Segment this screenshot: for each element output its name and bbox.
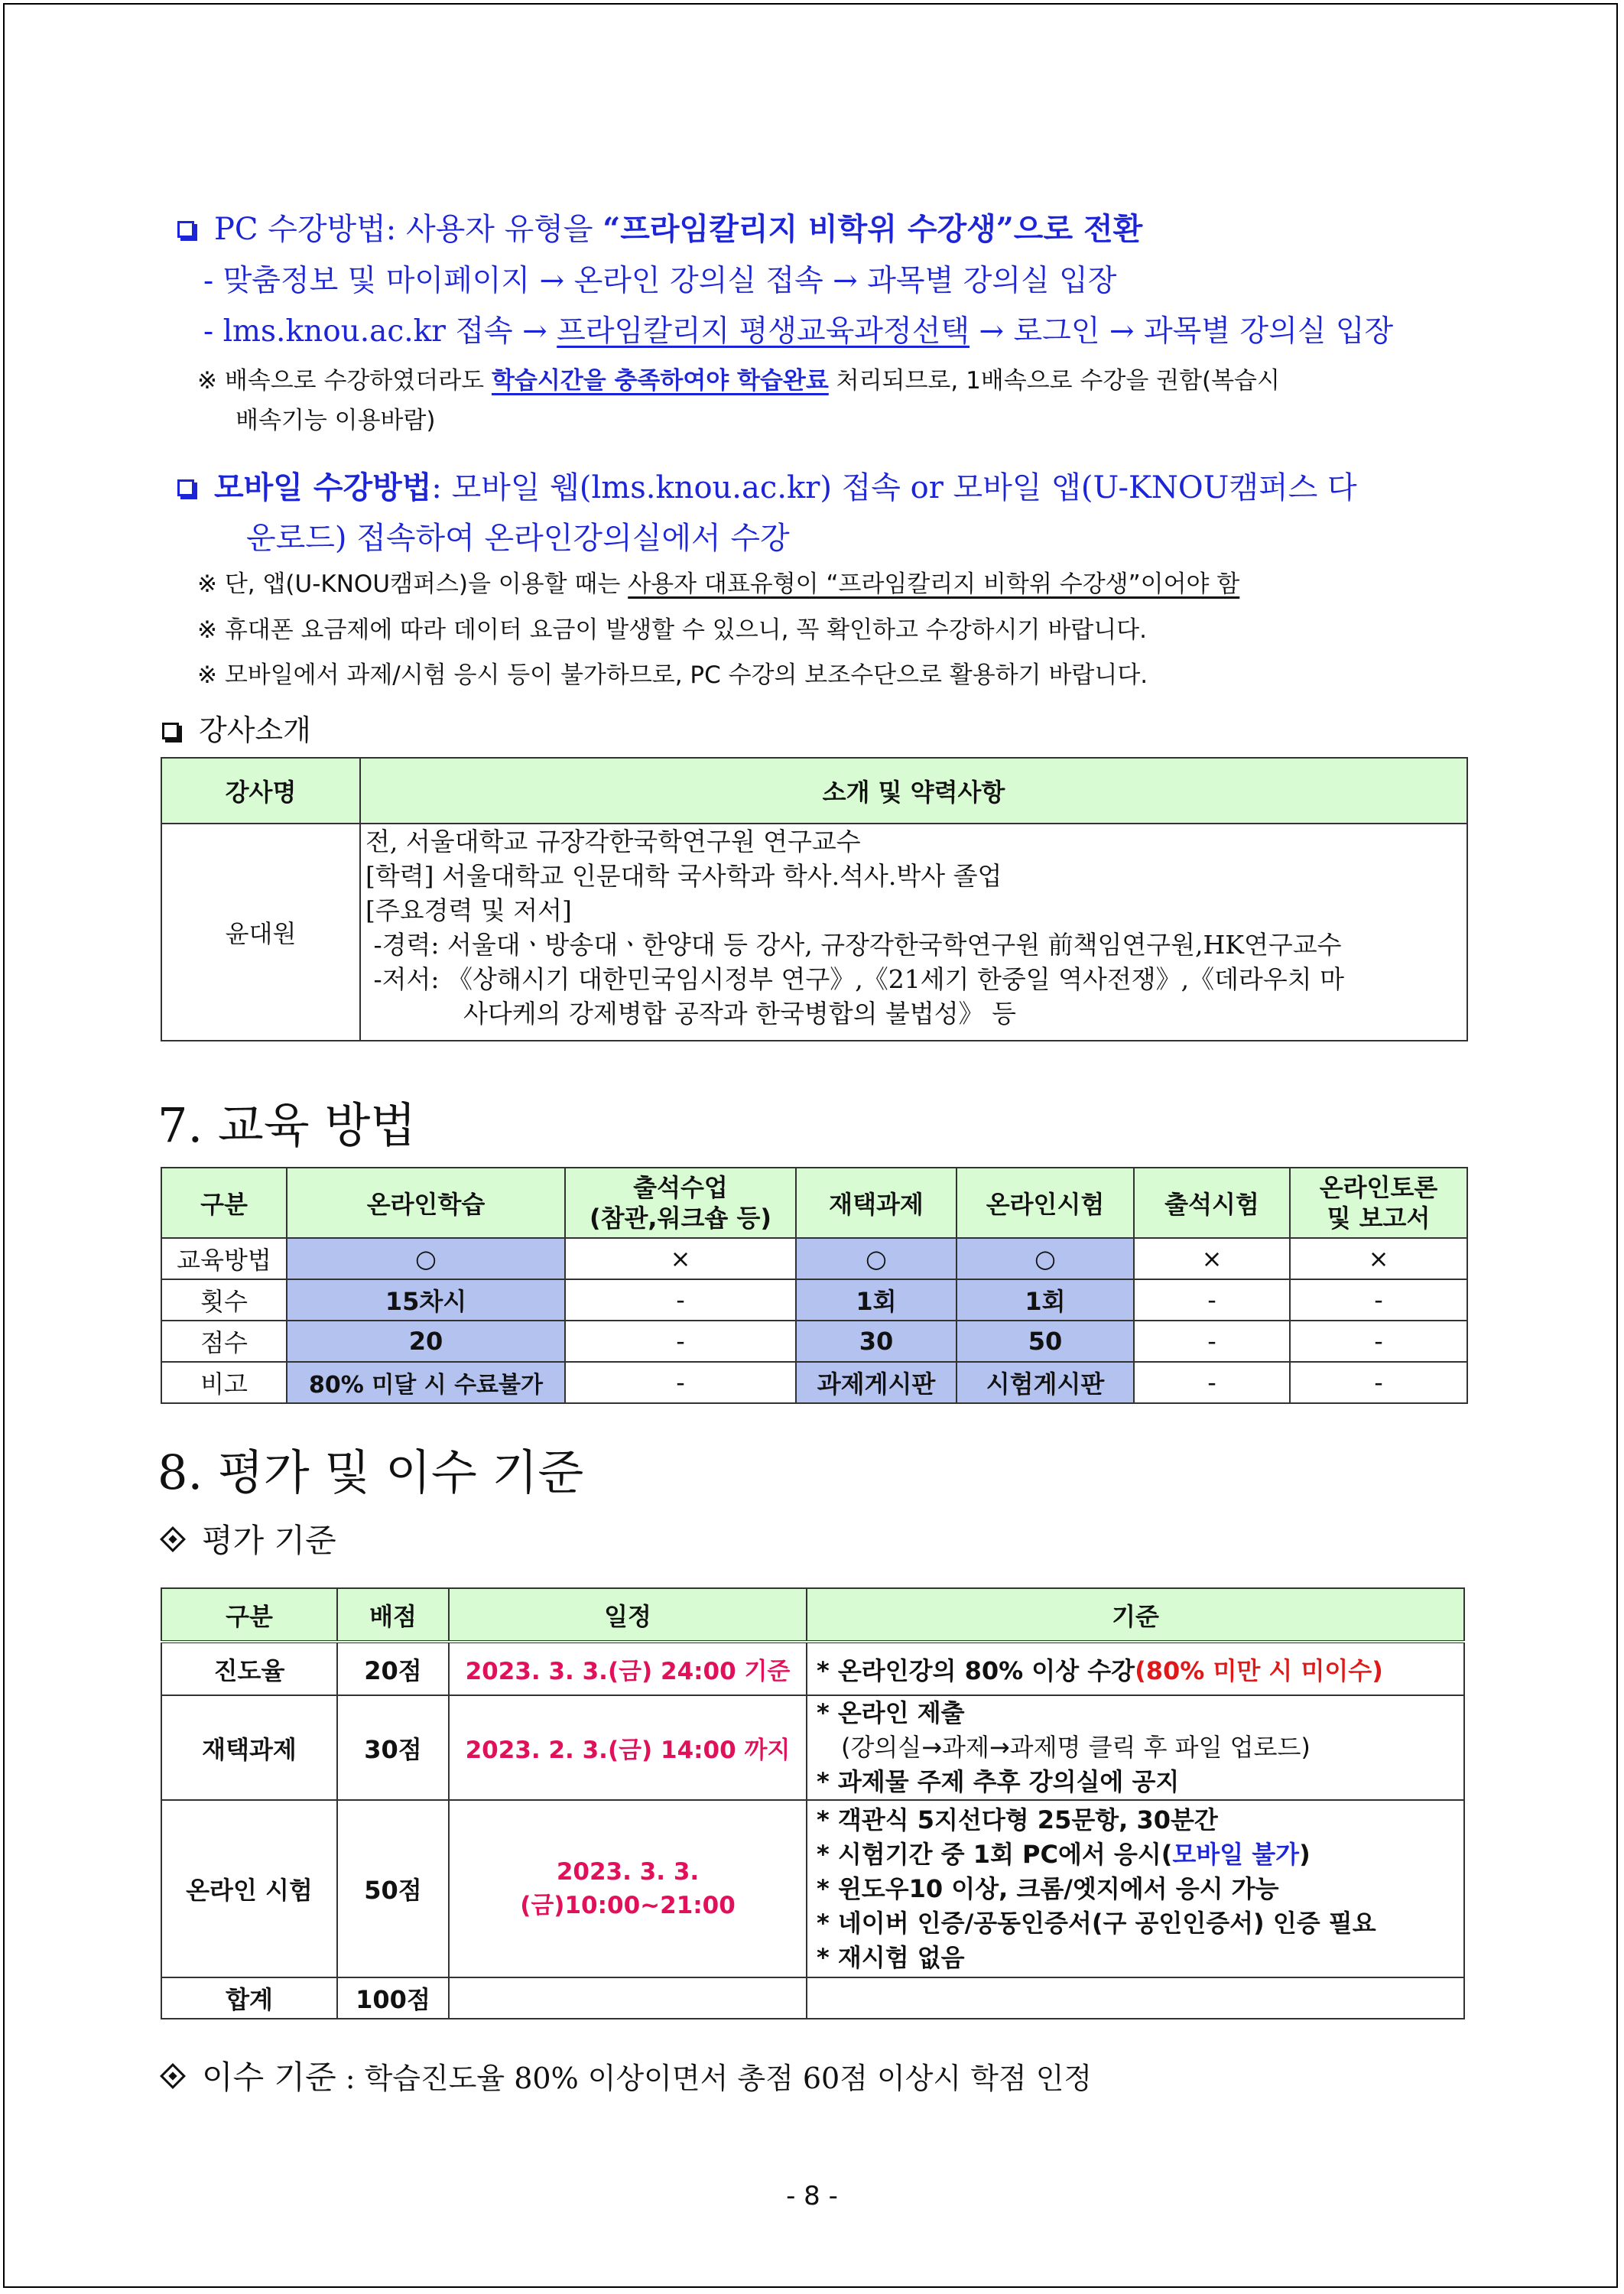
table-row: 점수 20 - 30 50 - - [161,1321,1467,1362]
table-row: 진도율 20점 2023. 3. 3.(금) 24:00 기준 * 온라인강의 80% 이상 수강(80% 미만 시 미이수) [161,1642,1464,1695]
completion-criteria: 이수 기준 : 학습진도율 80% 이상이면서 총점 60점 이상시 학점 인정 [158,2052,1092,2098]
section8-title: 8. 평가 및 이수 기준 [158,1444,584,1500]
evaluation-subtitle: 평가 기준 [158,1516,336,1561]
checkbox-bullet-icon [162,723,179,739]
instructor-heading: 강사소개 [162,707,311,749]
edu-header-category: 구분 [161,1168,287,1238]
table-row: 합계 100점 [161,1977,1464,2019]
diamond-bullet-icon [160,1526,186,1552]
diamond-bullet-icon [160,2063,186,2089]
checkbox-bullet-icon [177,221,194,238]
evaluation-table [161,1587,1465,2019]
pc-method-note: ※ 배속으로 수강하였더라도 학습시간을 충족하여야 학습완료 처리되므로, 1배속으로 수강을 권함(복습시 배속기능 이용바람) [197,367,1280,434]
mobile-method-title-cont: 운로드) 접속하여 온라인강의실에서 수강 [246,521,790,556]
table-row: 교육방법 ○ × ○ ○ × × [161,1238,1467,1279]
eval-header-score: 배점 [337,1588,449,1642]
instructor-table [161,757,1468,1041]
mobile-note-1: ※ 단, 앱(U-KNOU캠퍼스)을 이용할 때는 사용자 대표유형이 “프라임칼리지 비학위 수강생”이어야 함 [197,570,1240,598]
edu-header-assignment: 재택과제 [796,1168,957,1238]
pc-method-line2: - lms.knou.ac.kr 접속 → 프라임칼리지 평생교육과정선택 → 로그인 → 과목별 강의실 입장 [203,314,1394,349]
education-method-table [161,1167,1468,1404]
mobile-method-title: 모바일 수강방법: 모바일 웹(lms.knou.ac.kr) 접속 or 모바일 앱(U-KNOU캠퍼스 다 [177,463,1357,507]
checkbox-bullet-icon [177,479,194,496]
edu-header-attendance: 출석수업 (참관,워크숍 등) [565,1168,796,1238]
mobile-note-2: ※ 휴대폰 요금제에 따라 데이터 요금이 발생할 수 있으니, 꼭 확인하고 수강하시기 바랍니다. [197,616,1147,644]
instructor-col-bio: 소개 및 약력사항 [360,758,1467,824]
instructor-bio: 전, 서울대학교 규장각한국학연구원 연구교수 [학력] 서울대학교 인문대학 국사학과 학사.석사.박사 졸업 [주요경력 및 저서] -경력: 서울대ㆍ방송대ㆍ한양대 등 강사, 규장각한국학연구원 前책임연구원,HK연구교수 -저서: 《상해시기 대한민국임시정부 연구》,《21세기 한중일 역사전쟁》,《데라우치 마 사다케의 강제병합 공작과 한국병합의 불법성》 등 [360,824,1467,1041]
page-number: - 8 - [786,2181,838,2211]
pc-method-title: PC 수강방법: 사용자 유형을 “프라임칼리지 비학위 수강생”으로 전환 [177,205,1142,249]
edu-header-attendance-exam: 출석시험 [1134,1168,1290,1238]
edu-header-online-exam: 온라인시험 [957,1168,1134,1238]
eval-header-schedule: 일정 [449,1588,807,1642]
edu-header-discussion: 온라인토론 및 보고서 [1290,1168,1467,1238]
table-row: 횟수 15차시 - 1회 1회 - - [161,1279,1467,1321]
eval-header-criteria: 기준 [807,1588,1464,1642]
edu-header-online: 온라인학습 [287,1168,565,1238]
table-row: 비고 80% 미달 시 수료불가 - 과제게시판 시험게시판 - - [161,1362,1467,1403]
eval-header-category: 구분 [161,1588,337,1642]
pc-method-line1: - 맞춤정보 및 마이페이지 → 온라인 강의실 접속 → 과목별 강의실 입장 [203,264,1117,298]
table-row: 온라인 시험 50점 2023. 3. 3.(금)10:00~21:00 * 객관식 5지선다형 25문항, 30분간 * 시험기간 중 1회 PC에서 응시(모바일 불가) * 윈도우10 이상, 크롬/엣지에서 응시 가능 * 네이버 인증/공동인증서(구 공인인증서) 인증 필요 * 재시험 없음 [161,1800,1464,1977]
instructor-col-name: 강사명 [161,758,360,824]
mobile-note-3: ※ 모바일에서 과제/시험 응시 등이 불가하므로, PC 수강의 보조수단으로 활용하기 바랍니다. [197,661,1148,689]
section7-title: 7. 교육 방법 [158,1097,417,1153]
instructor-name: 윤대원 [161,824,360,1041]
table-row: 재택과제 30점 2023. 2. 3.(금) 14:00 까지 * 온라인 제출 (강의실→과제→과제명 클릭 후 파일 업로드) * 과제물 주제 추후 강의실에 공지 [161,1695,1464,1800]
